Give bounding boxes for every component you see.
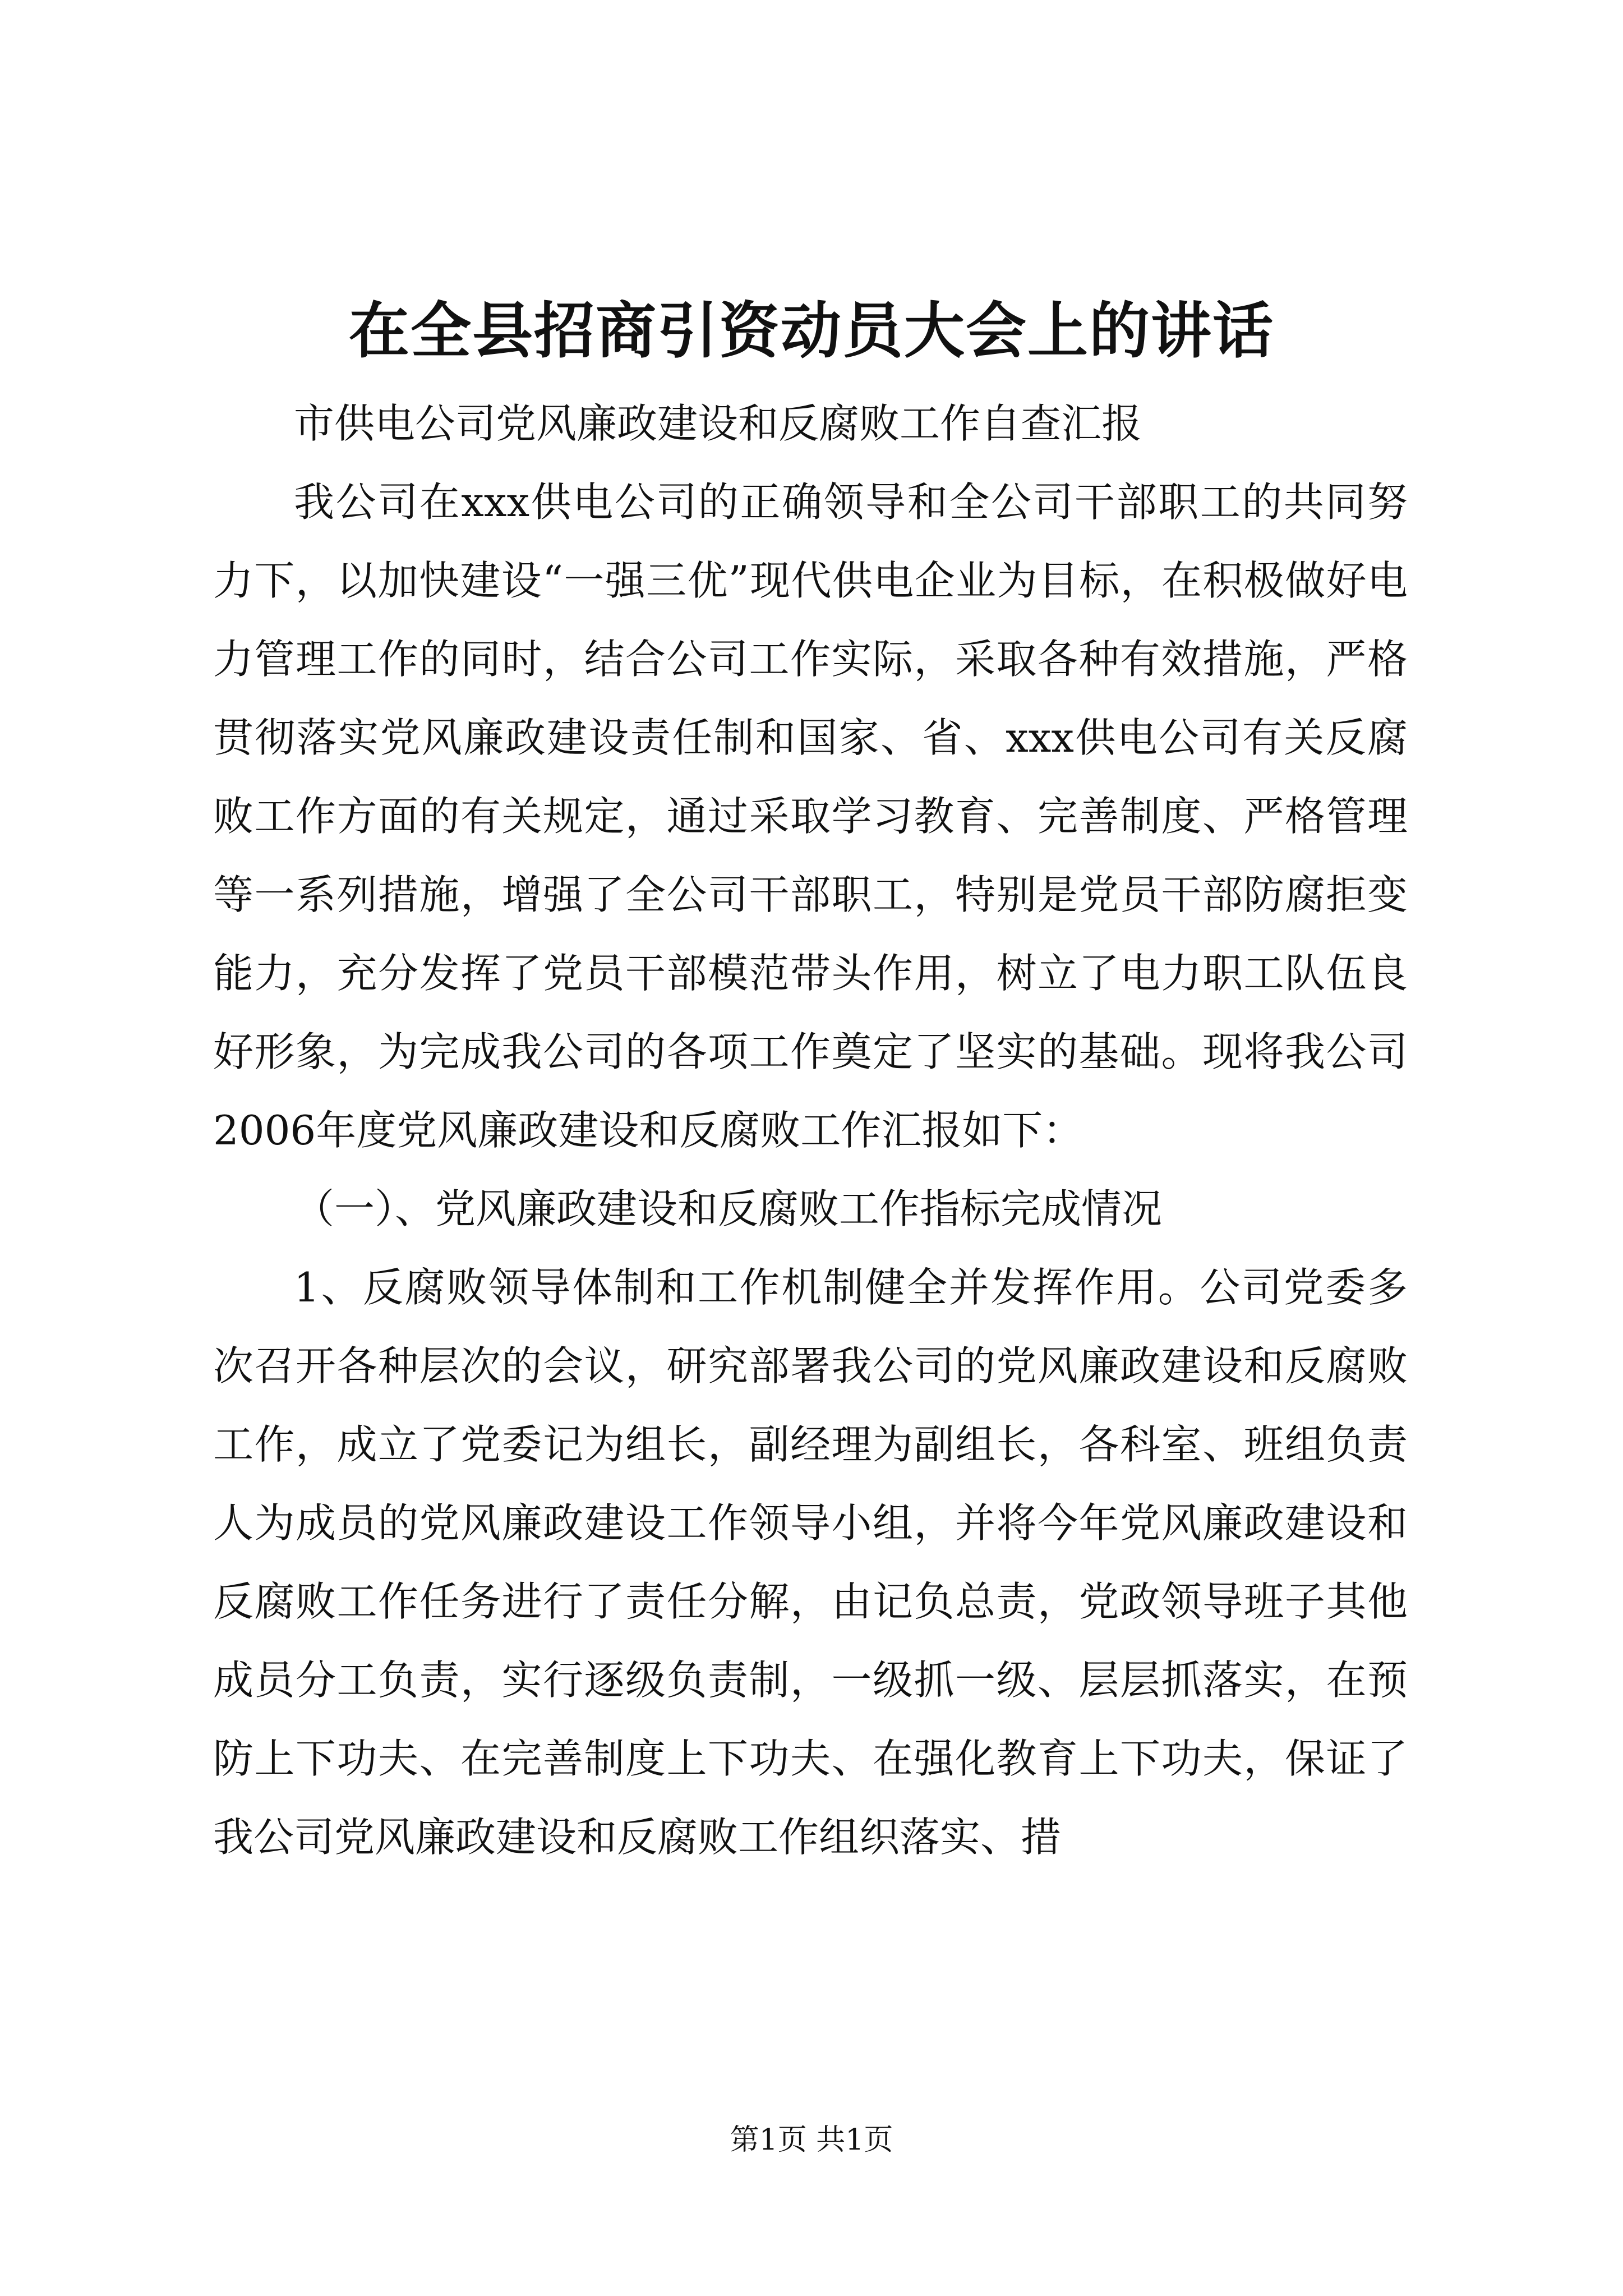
document-body xyxy=(213,384,1408,1876)
document-title: 在全县招商引资动员大会上的讲话 xyxy=(348,296,1274,366)
item-1-paragraph: 1、反腐败领导体制和工作机制健全并发挥作用。公司党委多次召开各种层次的会议，研究部署我公司的党风廉政建设和反腐败工作，成立了党委记为组长，副经理为副组长，各科室、班组负责人为成员的党风廉政建设工作领导小组，并将今年党风廉政建设和反腐败工作任务进行了责任分解，由记负总责，党政领导班子其他成员分工负责，实行逐级负责制，一级抓一级、层层抓落实，在预防上下功夫、在完善制度上下功夫、在强化教育上下功夫，保证了我公司党风廉政建设和反腐败工作组织落实、措 xyxy=(213,1264,1408,1861)
subtitle-paragraph: 市供电公司党风廉政建设和反腐败工作自查汇报 xyxy=(294,400,1142,447)
section-heading: （一）、党风廉政建设和反腐败工作指标完成情况 xyxy=(294,1185,1163,1232)
intro-paragraph: 我公司在xxx供电公司的正确领导和全公司干部职工的共同努力下，以加快建设“一强三优”现代供电企业为目标，在积极做好电力管理工作的同时，结合公司工作实际，采取各种有效措施，严格贯彻落实党风廉政建设责任制和国家、省、xxx供电公司有关反腐败工作方面的有关规定，通过采取学习教育、完善制度、严格管理等一系列措施，增强了全公司干部职工，特别是党员干部防腐拒变能力，充分发挥了党员干部模范带头作用，树立了电力职工队伍良好形象，为完成我公司的各项工作奠定了坚实的基础。现将我公司2006年度党风廉政建设和反腐败工作汇报如下： xyxy=(213,478,1408,1154)
page-footer: 第1页 共1页 xyxy=(730,2123,893,2157)
